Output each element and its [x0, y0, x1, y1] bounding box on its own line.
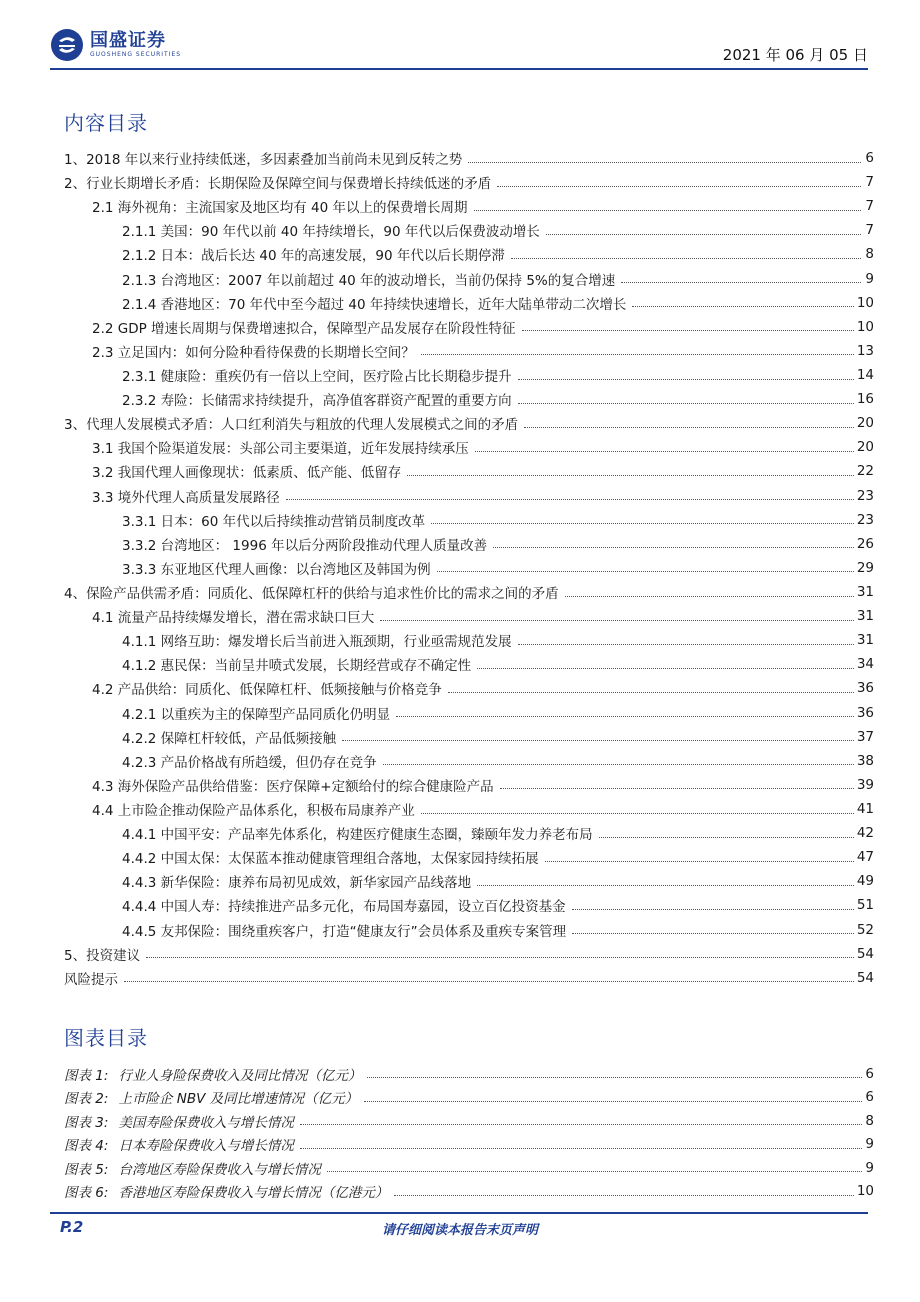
- figure-entry-label: [64, 1181, 391, 1201]
- dot-leader: [383, 764, 854, 765]
- toc-entry-page: 9: [865, 270, 874, 287]
- figure-number: 图表 4:: [64, 1138, 109, 1155]
- toc-entry-page: 14: [856, 367, 874, 384]
- dot-leader: [477, 885, 854, 886]
- toc-entry-page: 16: [856, 391, 874, 408]
- toc-entry-label: 4、保险产品供需矛盾：同质化、低保障杠杆的供给与追求性价比的需求之间的矛盾: [64, 586, 559, 603]
- toc-entry-label: 4.2.3 产品价格战有所趋缓，但仍存在竞争: [122, 754, 377, 771]
- toc-entry-page: 47: [856, 849, 874, 866]
- toc-entry-page: 37: [856, 728, 874, 745]
- figure-caption: 上市险企 NBV 及同比增速情况（亿元）: [118, 1091, 359, 1108]
- figure-entry-page: 9: [865, 1136, 874, 1153]
- toc-entry-label: 3.2 我国代理人画像现状：低素质、低产能、低留存: [92, 465, 402, 482]
- figure-entry-page: 6: [865, 1089, 874, 1106]
- toc-entry[interactable]: [64, 749, 874, 773]
- toc-entry-label: 4.4.5 友邦保险：围绕重疾客户，打造“健康友行”会员体系及重疾专案管理: [122, 923, 567, 940]
- dot-leader: [518, 644, 854, 645]
- toc-entry[interactable]: [64, 484, 874, 508]
- toc-entry[interactable]: [64, 580, 874, 604]
- toc-entry-label: 2.1 海外视角：主流国家及地区均有 40 年以上的保费增长周期: [92, 200, 468, 217]
- toc-entry[interactable]: [64, 435, 874, 459]
- dot-leader: [474, 210, 861, 211]
- toc-entry[interactable]: [64, 676, 874, 700]
- toc-entry[interactable]: [64, 363, 874, 387]
- toc-title: 内容目录: [64, 111, 148, 135]
- dot-leader: [342, 740, 854, 741]
- toc-entry-page: 52: [856, 921, 874, 938]
- toc-entry-page: 38: [856, 752, 874, 769]
- table-of-contents: [64, 146, 874, 990]
- dot-leader: [546, 234, 861, 235]
- figure-number: 图表 2:: [64, 1091, 109, 1108]
- figure-entry-page: 6: [865, 1065, 874, 1082]
- toc-entry-label: 3.3.3 东亚地区代理人画像：以台湾地区及韩国为例: [122, 561, 431, 578]
- figure-entry[interactable]: [64, 1109, 874, 1133]
- toc-entry[interactable]: [64, 604, 874, 628]
- dot-leader: [572, 909, 854, 910]
- toc-entry-page: 51: [856, 897, 874, 914]
- figure-entry-label: [64, 1158, 324, 1178]
- toc-entry[interactable]: [64, 315, 874, 339]
- toc-entry[interactable]: [64, 942, 874, 966]
- toc-entry-page: 39: [856, 776, 874, 793]
- dot-leader: [146, 957, 854, 958]
- toc-entry-page: 23: [856, 511, 874, 528]
- toc-entry-label: 4.2 产品供给：同质化、低保障杠杆、低频接触与价格竞争: [92, 682, 442, 699]
- toc-entry[interactable]: [64, 411, 874, 435]
- figure-entry-page: 10: [856, 1183, 874, 1200]
- toc-entry[interactable]: [64, 725, 874, 749]
- company-logo: [50, 28, 181, 62]
- figure-number: 图表 3:: [64, 1114, 109, 1131]
- toc-entry[interactable]: [64, 170, 874, 194]
- toc-entry-label: 3、代理人发展模式矛盾：人口红利消失与粗放的代理人发展模式之间的矛盾: [64, 417, 519, 434]
- toc-entry[interactable]: [64, 194, 874, 218]
- dot-leader: [518, 379, 854, 380]
- dot-leader: [493, 547, 854, 548]
- toc-entry-label: 2、行业长期增长矛盾：长期保险及保障空间与保费增长持续低迷的矛盾: [64, 176, 492, 193]
- dot-leader: [396, 716, 854, 717]
- disclaimer-note: 请仔细阅读本报告末页声明: [381, 1223, 538, 1238]
- toc-entry[interactable]: [64, 267, 874, 291]
- figure-number: 图表 1:: [64, 1067, 109, 1084]
- dot-leader: [522, 330, 854, 331]
- dot-leader: [565, 596, 854, 597]
- dot-leader: [572, 933, 854, 934]
- toc-entry[interactable]: [64, 218, 874, 242]
- toc-entry-label: 1、2018 年以来行业持续低迷，多因素叠加当前尚未见到反转之势: [64, 152, 463, 169]
- toc-entry[interactable]: [64, 146, 874, 170]
- dot-leader: [524, 427, 854, 428]
- toc-entry-label: 2.1.4 香港地区：70 年代中至今超过 40 年持续快速增长，近年大陆单带动二次增长: [122, 296, 627, 313]
- dot-leader: [500, 788, 854, 789]
- dot-leader: [124, 981, 854, 982]
- toc-entry[interactable]: [64, 893, 874, 917]
- figure-caption: 行业人身险保费收入及同比情况（亿元）: [118, 1067, 362, 1084]
- toc-entry-label: 2.1.1 美国：90 年代以前 40 年持续增长，90 年代以后保费波动增长: [122, 224, 540, 241]
- figure-entry-label: [64, 1111, 297, 1131]
- toc-entry-page: 41: [856, 801, 874, 817]
- logo-icon: [50, 28, 84, 62]
- toc-entry-label: 4.2.1 以重疾为主的保障型产品同质化仍明显: [122, 706, 391, 723]
- figure-caption: 香港地区寿险保费收入与增长情况（亿港元）: [118, 1185, 389, 1202]
- figure-entry-label: [64, 1064, 364, 1084]
- toc-entry[interactable]: [64, 652, 874, 676]
- toc-entry[interactable]: [64, 628, 874, 652]
- toc-entry-page: 31: [856, 632, 874, 649]
- dot-leader: [511, 258, 861, 259]
- toc-entry-label: 2.1.3 台湾地区：2007 年以前超过 40 年的波动增长，当前仍保持 5%的复合增速: [122, 272, 616, 289]
- toc-entry[interactable]: [64, 869, 874, 893]
- toc-entry-label: 2.1.2 日本：战后长达 40 年的高速发展，90 年代以后长期停滞: [122, 248, 505, 265]
- figure-caption: 美国寿险保费收入与增长情况: [118, 1114, 294, 1131]
- toc-entry-page: 36: [856, 680, 874, 697]
- toc-entry[interactable]: [64, 701, 874, 725]
- toc-entry-label: 5、投资建议: [64, 947, 141, 964]
- figure-entry[interactable]: [64, 1086, 874, 1110]
- toc-entry-label: 3.3.2 台湾地区： 1996 年以后分两阶段推动代理人质量改善: [122, 537, 488, 554]
- toc-entry-label: 4.3 海外保险产品供给借鉴：医疗保障+定额给付的综合健康险产品: [92, 778, 494, 795]
- toc-entry-page: 23: [856, 487, 874, 504]
- toc-entry[interactable]: [64, 339, 874, 363]
- toc-entry-label: 2.2 GDP 增速长周期与保费增速拟合，保障型产品发展存在阶段性特征: [92, 320, 516, 337]
- toc-entry[interactable]: [64, 918, 874, 942]
- dot-leader: [497, 186, 861, 187]
- toc-entry[interactable]: [64, 966, 874, 990]
- dot-leader: [286, 499, 854, 500]
- toc-entry-page: 31: [856, 608, 874, 625]
- toc-entry-page: 49: [856, 873, 874, 890]
- toc-entry-page: 8: [865, 246, 874, 263]
- toc-entry[interactable]: [64, 556, 874, 580]
- toc-entry-label: 4.4.2 中国太保：太保蓝本推动健康管理组合落地，太保家园持续拓展: [122, 851, 539, 868]
- figure-entry-label: [64, 1134, 297, 1154]
- figure-entry[interactable]: [64, 1180, 874, 1204]
- dot-leader: [327, 1171, 862, 1172]
- toc-entry-page: 7: [865, 174, 874, 191]
- dot-leader: [477, 668, 854, 669]
- toc-entry-label: 4.4 上市险企推动保险产品体系化，积极布局康养产业: [92, 803, 415, 819]
- toc-entry[interactable]: [64, 797, 874, 821]
- toc-entry-page: 10: [856, 294, 874, 311]
- toc-entry-label: 2.3.1 健康险：重疾仍有一倍以上空间，医疗险占比长期稳步提升: [122, 369, 512, 386]
- figure-list-title: 图表目录: [64, 1026, 148, 1050]
- toc-entry-page: 29: [856, 559, 874, 576]
- toc-entry-label: 3.3 境外代理人高质量发展路径: [92, 489, 280, 506]
- figure-caption: 日本寿险保费收入与增长情况: [118, 1138, 294, 1155]
- dot-leader: [468, 162, 861, 163]
- report-date: 2021 年 06 月 05 日: [722, 46, 868, 64]
- header-divider: [50, 68, 868, 70]
- dot-leader: [621, 282, 861, 283]
- dot-leader: [448, 692, 854, 693]
- figure-entry-label: [64, 1087, 361, 1107]
- toc-entry-label: 2.3 立足国内：如何分险种看待保费的长期增长空间？: [92, 344, 415, 361]
- toc-entry-label: 4.4.4 中国人寿：持续推进产品多元化，布局国寿嘉园，设立百亿投资基金: [122, 899, 566, 916]
- dot-leader: [380, 620, 854, 621]
- toc-entry[interactable]: [64, 291, 874, 315]
- dot-leader: [475, 451, 854, 452]
- toc-entry[interactable]: [64, 773, 874, 797]
- toc-entry-page: 26: [856, 535, 874, 552]
- dot-leader: [394, 1195, 853, 1196]
- toc-entry-label: 4.4.1 中国平安：产品率先体系化，构建医疗健康生态圈，臻颐年发力养老布局: [122, 827, 593, 844]
- toc-entry[interactable]: [64, 508, 874, 532]
- figure-number: 图表 6:: [64, 1185, 109, 1202]
- figure-list: [64, 1062, 874, 1203]
- toc-entry-page: 10: [856, 318, 874, 335]
- figure-entry[interactable]: [64, 1133, 874, 1157]
- page-header: [50, 26, 868, 70]
- figure-entry[interactable]: [64, 1062, 874, 1086]
- toc-entry-page: 20: [856, 439, 874, 456]
- logo-name-en: GUOSHENG SECURITIES: [90, 51, 182, 58]
- dot-leader: [367, 1077, 862, 1078]
- dot-leader: [364, 1101, 862, 1102]
- toc-entry-label: 4.1.1 网络互助：爆发增长后当前进入瓶颈期，行业亟需规范发展: [122, 634, 512, 651]
- toc-entry[interactable]: [64, 459, 874, 483]
- figure-entry-page: 8: [865, 1112, 874, 1129]
- toc-entry-page: 42: [856, 825, 874, 842]
- dot-leader: [300, 1124, 862, 1125]
- dot-leader: [599, 837, 854, 838]
- footer-divider: [50, 1212, 868, 1214]
- dot-leader: [437, 571, 854, 572]
- dot-leader: [421, 813, 854, 814]
- toc-entry[interactable]: [64, 532, 874, 556]
- toc-entry-page: 54: [856, 945, 874, 962]
- page-number: P.2: [60, 1218, 84, 1236]
- toc-entry-label: 4.4.3 新华保险：康养布局初见成效，新华家园产品线落地: [122, 875, 472, 892]
- toc-entry-label: 3.1 我国个险渠道发展：头部公司主要渠道，近年发展持续承压: [92, 441, 469, 458]
- toc-entry-label: 3.3.1 日本：60 年代以后持续推动营销员制度改革: [122, 513, 426, 530]
- figure-entry-page: 9: [865, 1159, 874, 1176]
- dot-leader: [545, 861, 854, 862]
- toc-entry-page: 54: [856, 969, 874, 986]
- toc-entry-page: 36: [856, 704, 874, 721]
- dot-leader: [431, 523, 854, 524]
- toc-entry-label: 4.2.2 保障杠杆较低，产品低频接触: [122, 730, 337, 747]
- logo-name-cn: 国盛证券: [90, 30, 166, 51]
- figure-number: 图表 5:: [64, 1161, 109, 1178]
- dot-leader: [421, 354, 854, 355]
- toc-entry-label: 4.1.2 惠民保：当前呈井喷式发展，长期经营或存不确定性: [122, 658, 472, 675]
- toc-entry-page: 34: [856, 656, 874, 673]
- toc-entry-page: 7: [865, 198, 874, 215]
- toc-entry-page: 22: [856, 463, 874, 480]
- toc-entry-page: 20: [856, 415, 874, 432]
- dot-leader: [518, 403, 854, 404]
- toc-entry-page: 7: [865, 222, 874, 239]
- dot-leader: [407, 475, 854, 476]
- toc-entry-page: 6: [865, 150, 874, 167]
- toc-entry[interactable]: [64, 242, 874, 266]
- figure-caption: 台湾地区寿险保费收入与增长情况: [118, 1161, 321, 1178]
- toc-entry[interactable]: [64, 387, 874, 411]
- toc-entry-page: 31: [856, 584, 874, 601]
- toc-entry-label: 2.3.2 寿险：长储需求持续提升，高净值客群资产配置的重要方向: [122, 393, 512, 410]
- toc-entry-label: 风险提示: [64, 971, 118, 988]
- toc-entry[interactable]: [64, 821, 874, 845]
- toc-entry[interactable]: [64, 845, 874, 869]
- dot-leader: [300, 1148, 862, 1149]
- toc-entry-label: 4.1 流量产品持续爆发增长，潜在需求缺口巨大: [92, 610, 375, 627]
- toc-entry-page: 13: [856, 342, 874, 359]
- figure-entry[interactable]: [64, 1156, 874, 1180]
- dot-leader: [632, 306, 853, 307]
